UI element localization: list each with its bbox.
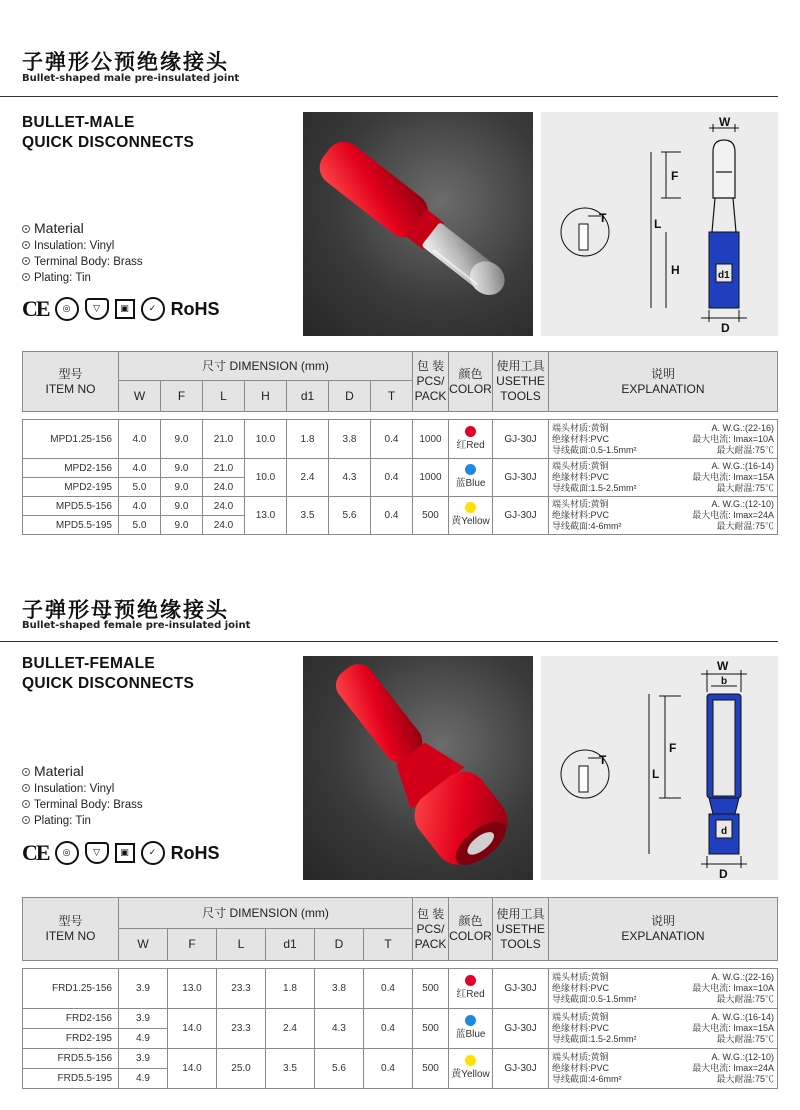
bullet-icon [22, 784, 30, 792]
col-d1: d1 [266, 929, 315, 961]
material-item: Plating: Tin [22, 813, 143, 829]
certification-logos [22, 840, 220, 866]
header-tools: 使用工具 USETHE TOOLS [493, 352, 549, 412]
male-spec-table [22, 351, 778, 535]
male-heading-line2: QUICK DISCONNECTS [22, 134, 195, 151]
table-row: FRD1.25-156 3.9 13.0 23.3 1.8 3.8 0.4 500 红Red GJ-30J 端头材质:黄铜 A. W.G.:(22-16) 绝缘材料:PVC 最大电流: Imax=10A 导线截面:0.5-1.5mm² 最大耐温:75℃ [23, 969, 778, 1009]
divider [0, 641, 778, 642]
dim-label-h: H [671, 263, 680, 277]
dim-label-f: F [671, 169, 679, 183]
dim-label-d: d [721, 826, 728, 837]
header-color: 颜色 COLOR [449, 898, 493, 961]
col-h: H [245, 381, 287, 412]
male-title-en: Bullet-shaped male pre-insulated joint [22, 73, 240, 84]
dim-label-f: F [669, 741, 677, 755]
explanation-cell: 端头材质:黄铜 A. W.G.:(22-16) 绝缘材料:PVC 最大电流: Imax=10A 导线截面:0.5-1.5mm² 最大耐温:75℃ [549, 420, 778, 459]
shield-cert-icon: ▽ [85, 298, 109, 320]
female-material-list [22, 761, 143, 829]
col-t: T [371, 381, 413, 412]
material-item: Insulation: Vinyl [22, 781, 143, 797]
col-f: F [161, 381, 203, 412]
header-color: 颜色 COLOR [449, 352, 493, 412]
q-mark-icon: ✓ [141, 297, 165, 321]
female-product-photo [303, 656, 533, 880]
table-row: MPD2-156 4.0 9.0 21.0 10.0 2.4 4.3 0.4 1000 蓝Blue GJ-30J 端头材质:黄铜 A. W.G.:(16-14) 绝缘材料:PVC 最大电流: Imax=15A 导线截面:1.5-2.5mm² 最大耐温:75℃ [23, 459, 778, 478]
dim-label-t: T [599, 211, 607, 225]
yellow-dot-icon [465, 502, 476, 513]
col-d1: d1 [287, 381, 329, 412]
red-dot-icon [465, 975, 476, 986]
table-row: FRD2-156 3.9 14.0 23.3 2.4 4.3 0.4 500 蓝Blue GJ-30J 端头材质:黄铜 A. W.G.:(16-14) 绝缘材料:PVC 最大电流: Imax=15A 导线截面:1.5-2.5mm² 最大耐温:75℃ [23, 1009, 778, 1029]
ul-mark-icon: ▣ [115, 299, 135, 319]
bullet-icon [22, 768, 30, 776]
col-w: W [119, 929, 168, 961]
col-f: F [168, 929, 217, 961]
male-dimension-diagram [541, 112, 778, 336]
header-pack: 包 装 PCS/ PACK [413, 898, 449, 961]
col-l: L [217, 929, 266, 961]
color-yellow: 黄Yellow [449, 1049, 493, 1089]
male-connector-image [303, 112, 533, 336]
material-item: Terminal Body: Brass [22, 254, 143, 270]
bullet-icon [22, 800, 30, 808]
dim-label-d-outer: D [719, 867, 728, 880]
male-heading [22, 113, 194, 153]
color-blue: 蓝Blue [449, 1009, 493, 1049]
explanation-cell: 端头材质:黄铜 A. W.G.:(12-10) 绝缘材料:PVC 最大电流: Imax=24A 导线截面:4-6mm² 最大耐温:75℃ [549, 497, 778, 535]
rohs-mark: RoHS [170, 298, 220, 319]
female-connector-image [303, 656, 533, 880]
material-item: Plating: Tin [22, 270, 143, 286]
shield-cert-icon: ▽ [85, 842, 109, 864]
explanation-cell: 端头材质:黄铜 A. W.G.:(22-16) 绝缘材料:PVC 最大电流: Imax=10A 导线截面:0.5-1.5mm² 最大耐温:75℃ [549, 969, 778, 1009]
header-dimension: 尺寸 DIMENSION (mm) [119, 898, 413, 929]
table-row: MPD5.5-195 5.0 9.0 24.0 [23, 516, 778, 535]
col-d: D [315, 929, 364, 961]
material-title: Material [22, 218, 143, 238]
col-l: L [203, 381, 245, 412]
dim-label-d1: d1 [718, 270, 730, 281]
female-heading-line1: BULLET-FEMALE [22, 655, 156, 672]
explanation-cell: 端头材质:黄铜 A. W.G.:(16-14) 绝缘材料:PVC 最大电流: Imax=15A 导线截面:1.5-2.5mm² 最大耐温:75℃ [549, 1009, 778, 1049]
male-product-photo [303, 112, 533, 336]
color-red: 红Red [449, 420, 493, 459]
red-dot-icon [465, 426, 476, 437]
male-material-list [22, 218, 143, 286]
bullet-icon [22, 241, 30, 249]
color-yellow: 黄Yellow [449, 497, 493, 535]
header-dimension: 尺寸 DIMENSION (mm) [119, 352, 413, 381]
col-w: W [119, 381, 161, 412]
table-row: MPD2-195 5.0 9.0 24.0 [23, 478, 778, 497]
blue-dot-icon [465, 1015, 476, 1026]
bullet-icon [22, 816, 30, 824]
bullet-icon [22, 257, 30, 265]
col-d: D [329, 381, 371, 412]
female-title-en: Bullet-shaped female pre-insulated joint [22, 620, 251, 631]
header-explanation: 说明 EXPLANATION [549, 898, 778, 961]
table-row: MPD1.25-156 4.0 9.0 21.0 10.0 1.8 3.8 0.4 1000 红Red GJ-30J 端头材质:黄铜 A. W.G.:(22-16) 绝缘材料:PVC 最大电流: Imax=10A 导线截面:0.5-1.5mm² 最大耐温:75℃ [23, 420, 778, 459]
table-row: FRD5.5-195 4.9 [23, 1069, 778, 1089]
dim-label-l: L [654, 217, 662, 231]
dim-label-w: W [719, 115, 731, 129]
dim-label-l: L [652, 767, 660, 781]
certification-logos [22, 296, 220, 322]
dim-label-d: D [721, 321, 730, 335]
dim-label-t: T [599, 753, 607, 767]
explanation-cell: 端头材质:黄铜 A. W.G.:(12-10) 绝缘材料:PVC 最大电流: Imax=24A 导线截面:4-6mm² 最大耐温:75℃ [549, 1049, 778, 1089]
bullet-icon [22, 273, 30, 281]
male-title-cn: 子弹形公预绝缘接头 [22, 50, 229, 74]
female-dimension-drawing [541, 656, 778, 880]
dim-label-b: b [721, 676, 728, 687]
color-blue: 蓝Blue [449, 459, 493, 497]
female-title-cn: 子弹形母预绝缘接头 [22, 598, 229, 622]
material-item: Terminal Body: Brass [22, 797, 143, 813]
header-item-no: 型号 ITEM NO [23, 898, 119, 961]
certification-seal-icon: ◎ [55, 841, 79, 865]
material-title: Material [22, 761, 143, 781]
ce-mark-icon: CE [22, 840, 49, 865]
female-section [0, 560, 800, 1110]
female-dimension-diagram [541, 656, 778, 880]
q-mark-icon: ✓ [141, 841, 165, 865]
yellow-dot-icon [465, 1055, 476, 1066]
header-tools: 使用工具 USETHE TOOLS [493, 898, 549, 961]
male-heading-line1: BULLET-MALE [22, 114, 135, 131]
col-t: T [364, 929, 413, 961]
female-spec-table [22, 897, 778, 1089]
bullet-icon [22, 225, 30, 233]
rohs-mark: RoHS [170, 842, 220, 863]
divider [0, 96, 778, 97]
header-pack: 包 装 PCS/ PACK [413, 352, 449, 412]
table-row: MPD5.5-156 4.0 9.0 24.0 13.0 3.5 5.6 0.4 500 黄Yellow GJ-30J 端头材质:黄铜 A. W.G.:(12-10) 绝缘材料:PVC 最大电流: Imax=24A 导线截面:4-6mm² 最大耐温:75℃ [23, 497, 778, 516]
certification-seal-icon: ◎ [55, 297, 79, 321]
header-item-no: 型号 ITEM NO [23, 352, 119, 412]
explanation-cell: 端头材质:黄铜 A. W.G.:(16-14) 绝缘材料:PVC 最大电流: Imax=15A 导线截面:1.5-2.5mm² 最大耐温:75℃ [549, 459, 778, 497]
male-dimension-drawing [541, 112, 778, 336]
table-row: FRD5.5-156 3.9 14.0 25.0 3.5 5.6 0.4 500 黄Yellow GJ-30J 端头材质:黄铜 A. W.G.:(12-10) 绝缘材料:PVC 最大电流: Imax=24A 导线截面:4-6mm² 最大耐温:75℃ [23, 1049, 778, 1069]
female-heading-line2: QUICK DISCONNECTS [22, 675, 195, 692]
ul-mark-icon: ▣ [115, 843, 135, 863]
female-heading [22, 654, 194, 694]
color-red: 红Red [449, 969, 493, 1009]
table-row: FRD2-195 4.9 [23, 1029, 778, 1049]
blue-dot-icon [465, 464, 476, 475]
header-explanation: 说明 EXPLANATION [549, 352, 778, 412]
dim-label-w: W [717, 659, 729, 673]
ce-mark-icon: CE [22, 296, 49, 321]
material-item: Insulation: Vinyl [22, 238, 143, 254]
